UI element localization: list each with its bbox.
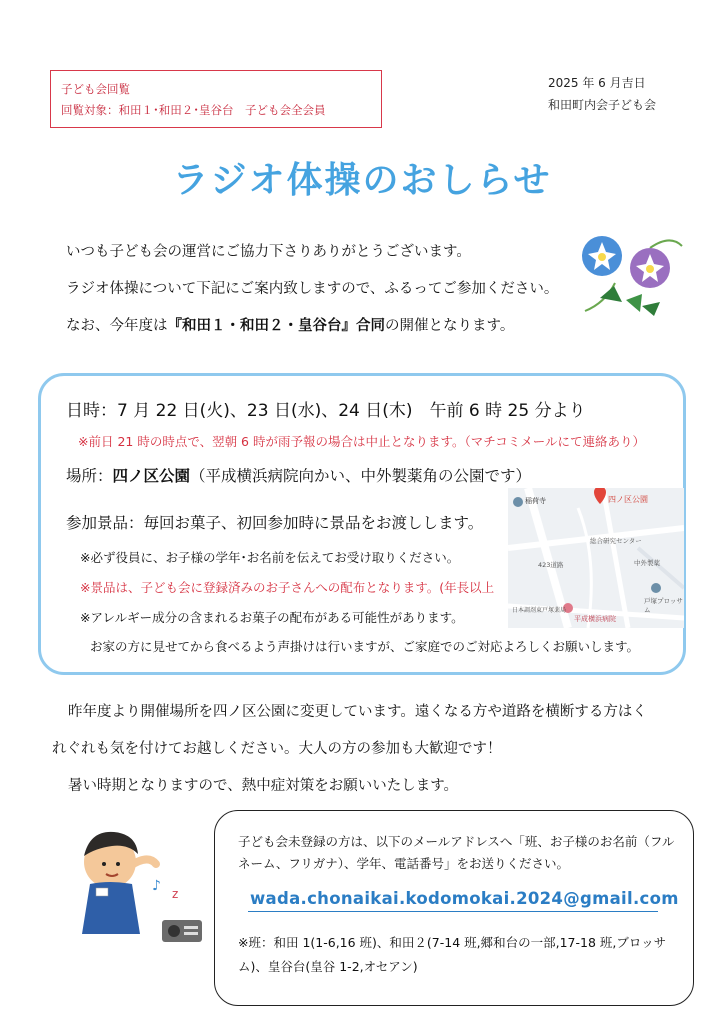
- location-map: [508, 488, 684, 628]
- note-grade-name: ※必ず役員に、お子様の学年･お名前を伝えてお受け取りください。: [80, 550, 460, 565]
- intro-line-1: いつも子ども会の運営にご協力下さりありがとうございます。: [66, 244, 471, 260]
- para-line-2: れぐれも気を付けてお越しください。大人の方の参加も大歓迎です！: [52, 741, 502, 757]
- map-label-hospital: 平成横浜病院: [574, 615, 616, 623]
- intro-line-3-post: の開催となります。: [385, 318, 515, 334]
- date-block: [548, 72, 656, 116]
- intro-line-3-bold: 『和田１・和田２・皇谷台』合同: [167, 318, 385, 334]
- map-label-temple: 稲荷寺: [525, 497, 546, 505]
- para-line-1: 昨年度より開催場所を四ノ区公園に変更しています。遠くなる方や道路を横断する方はく: [68, 704, 647, 720]
- place-label: 場所：: [66, 467, 113, 485]
- svg-text:z: z: [172, 887, 179, 901]
- contact-email-link[interactable]: wada.chonaikai.kodomokai.2024@gmail.com: [250, 889, 679, 908]
- venue-change-paragraph: [52, 694, 692, 805]
- event-datetime: 日時：7 月 22 日(火)、23 日(水)、24 日(木) 午前 6 時 25 分より: [66, 401, 586, 421]
- note-family-check: お家の方に見せてから食べるよう声掛けは行いますが、ご家庭でのご対応よろしくお願いします。: [90, 639, 640, 654]
- place-name: 四ノ区公園: [112, 467, 191, 485]
- map-label-pharma: 中外製薬: [634, 559, 660, 567]
- note-registered-only: ※景品は、子ども会に登録済みのお子さんへの配布となります。(年長以上: [80, 580, 495, 595]
- registration-instructions: 子ども会未登録の方は、以下のメールアドレスへ「班、お子様のお名前（フルネーム、フリガナ）、学年、電話番号」をお送りください。: [238, 834, 675, 871]
- email-underline: [248, 911, 658, 912]
- issue-date: 2025 年 6 月吉日: [548, 76, 646, 90]
- note-allergy: ※アレルギー成分の含まれるお菓子の配布がある可能性があります。: [80, 610, 464, 625]
- circular-notice-box: [50, 70, 382, 128]
- organization: 和田町内会子ども会: [548, 98, 657, 112]
- map-label-road: 423道路: [538, 561, 564, 569]
- map-label-plaza: 戸塚プロッサム: [644, 597, 683, 614]
- intro-line-3: [66, 308, 558, 345]
- event-place: [66, 464, 531, 486]
- svg-text:♪: ♪: [152, 878, 161, 894]
- para-line-3: 暑い時期となりますので、熱中症対策をお願いいたします。: [68, 778, 459, 794]
- rain-cancel-note: ※前日 21 時の時点で、翌朝 6 時が雨予報の場合は中止となります。（マチコミメールにて連絡あり）: [78, 434, 645, 449]
- map-label-center: 総合研究センター: [590, 537, 642, 545]
- place-detail: （平成横浜病院向かい、中外製薬角の公園です）: [190, 467, 532, 485]
- notice-line-1: 子ども会回覧: [61, 82, 130, 96]
- map-label-pharmacy: 日本調剤東戸塚薬局: [512, 607, 567, 614]
- intro-line-3-pre: なお、今年度は: [66, 318, 168, 334]
- intro-text: [66, 234, 558, 345]
- morning-glory-illustration: [580, 228, 690, 328]
- intro-line-2: ラジオ体操について下記にご案内致しますので、ふるってご参加ください。: [66, 281, 559, 297]
- notice-line-2: 回覧対象：和田１･和田２･皇谷台 子ども会全会員: [61, 103, 326, 117]
- map-label-park: 四ノ区公園: [608, 495, 648, 504]
- group-list: ※班：和田 1(1-6,16 班)、和田２(7-14 班,郷和台の一部,17-18 班,ブロッサム)、皇谷台(皇谷 1-2,オセアン): [238, 935, 667, 974]
- kid-radio-illustration: [60, 826, 210, 950]
- prize-info: 参加景品：毎回お菓子、初回参加時に景品をお渡しします。: [66, 514, 484, 532]
- page-title: ラジオ体操のおしらせ: [172, 160, 552, 201]
